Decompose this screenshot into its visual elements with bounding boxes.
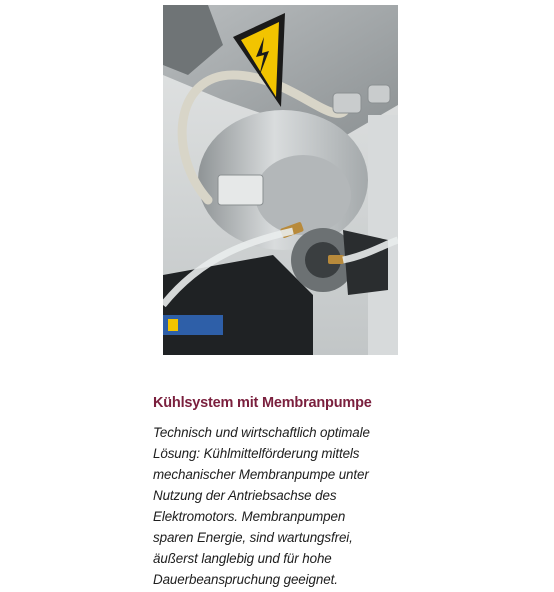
base-sticker-warning [168, 319, 178, 331]
cable-gland-2 [368, 85, 390, 103]
section-heading: Kühlsystem mit Membranpumpe [153, 395, 372, 411]
section-body [153, 422, 473, 590]
motor-flange [255, 155, 351, 235]
body-line: äußerst langlebig und für hohe [153, 551, 332, 566]
body-line: Nutzung der Antriebsachse des [153, 488, 337, 503]
pump-housing-dark [343, 230, 388, 295]
body-line: Elektromotors. Membranpumpen [153, 509, 346, 524]
motor-label-plate [218, 175, 263, 205]
cable-gland [333, 93, 361, 113]
frame-right [368, 115, 398, 355]
body-line: Dauerbeanspruchung geeignet. [153, 572, 338, 587]
body-line: Lösung: Kühlmittelförderung mittels [153, 446, 360, 461]
body-line: Technisch und wirtschaftlich optimale [153, 425, 370, 440]
body-line: mechanischer Membranpumpe unter [153, 467, 369, 482]
brass-fitting-right [328, 255, 344, 264]
body-line: sparen Energie, sind wartungsfrei, [153, 530, 353, 545]
product-photo [163, 5, 398, 355]
